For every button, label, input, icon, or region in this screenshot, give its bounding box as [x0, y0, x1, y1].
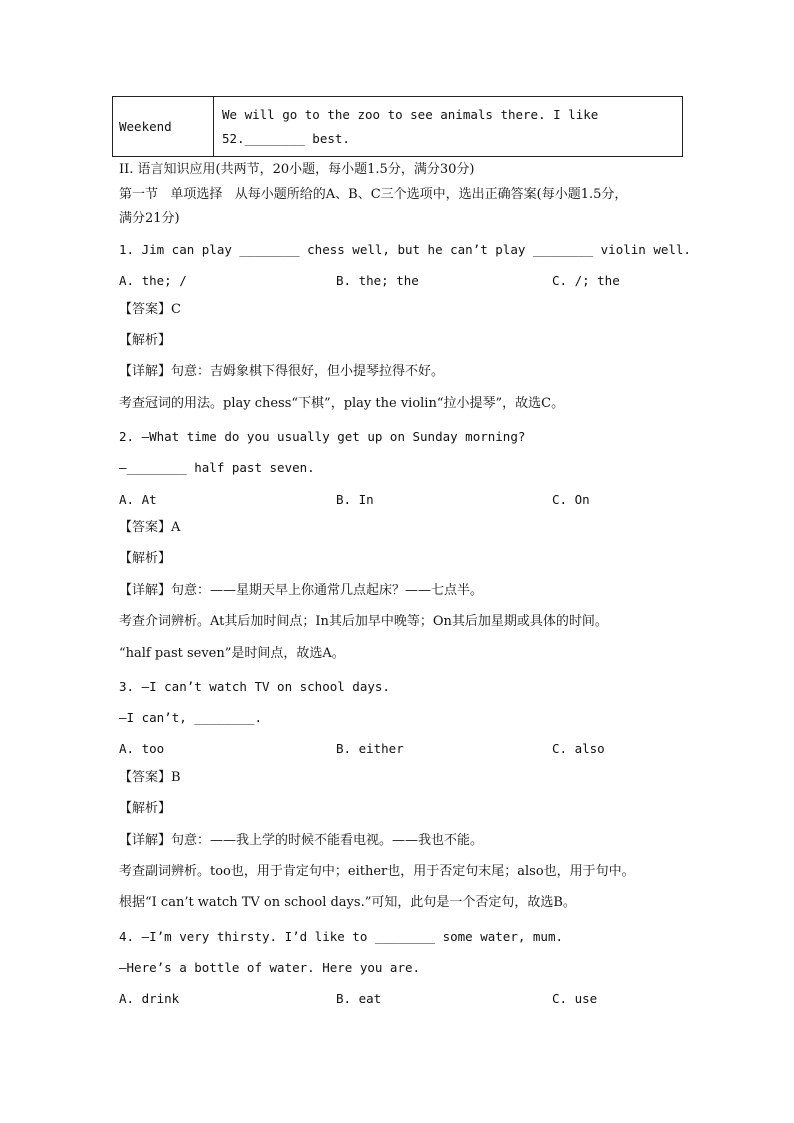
- table-row-text: We will go to the zoo to see animals there. I like 52.________ best.: [214, 97, 683, 157]
- q2-explanation: 考查介词辨析。At其后加时间点；In其后加早中晚等；On其后加星期或具体的时间。: [119, 614, 608, 629]
- weekend-table: [112, 96, 683, 157]
- q3-reply: —I can’t, ________.: [119, 710, 262, 725]
- q1-option-a: A. the; /: [119, 273, 187, 288]
- q1-answer: 【答案】C: [119, 302, 181, 317]
- q4-stem: 4. —I’m very thirsty. I’d like to ________ some water, mum.: [119, 929, 564, 944]
- q1-stem: 1. Jim can play ________ chess well, but he can’t play ________ violin well.: [119, 242, 691, 257]
- q4-option-a: A. drink: [119, 991, 180, 1006]
- section-heading: II. 语言知识应用(共两节，20小题，每小题1.5分，满分30分): [119, 162, 475, 177]
- q1-option-c: C. /; the: [552, 273, 620, 288]
- part1-instruction: 第一节 单项选择 从每小题所给的A、B、C三个选项中，选出正确答案(每小题1.5分，: [119, 187, 628, 202]
- q1-analysis-label: 【解析】: [119, 333, 172, 348]
- q2-explanation-cont: “half past seven”是时间点，故选A。: [119, 646, 345, 661]
- q3-detail: 【详解】句意：——我上学的时候不能看电视。——我也不能。: [119, 833, 484, 848]
- part1-instruction-cont: 满分21分): [119, 211, 180, 226]
- q2-option-a: A. At: [119, 492, 157, 507]
- q3-explanation: 考查副词辨析。too也，用于肯定句中；either也，用于否定句末尾；also也，用于句中。: [119, 864, 635, 879]
- q3-explanation-cont: 根据“I can’t watch TV on school days.”可知，此句是一个否定句，故选B。: [119, 895, 576, 910]
- table-row: [113, 97, 683, 157]
- q2-detail: 【详解】句意：——星期天早上你通常几点起床？——七点半。: [119, 583, 484, 598]
- table-row-label: Weekend: [113, 97, 214, 157]
- q3-stem: 3. —I can’t watch TV on school days.: [119, 679, 390, 694]
- q3-option-a: A. too: [119, 741, 165, 756]
- q3-option-c: C. also: [552, 741, 605, 756]
- q2-option-b: B. In: [336, 492, 374, 507]
- q2-analysis-label: 【解析】: [119, 551, 172, 566]
- q3-option-b: B. either: [336, 741, 404, 756]
- q1-option-b: B. the; the: [336, 273, 419, 288]
- q3-answer: 【答案】B: [119, 770, 181, 785]
- q1-detail: 【详解】句意：吉姆象棋下得很好，但小提琴拉得不好。: [119, 364, 445, 379]
- q4-option-c: C. use: [552, 991, 598, 1006]
- q2-option-c: C. On: [552, 492, 590, 507]
- q3-analysis-label: 【解析】: [119, 801, 172, 816]
- q2-stem: 2. —What time do you usually get up on Sunday morning?: [119, 429, 526, 444]
- q1-explanation: 考查冠词的用法。play chess“下棋”，play the violin“拉小提琴”，故选C。: [119, 396, 565, 411]
- q2-answer: 【答案】A: [119, 520, 181, 535]
- q2-reply: —________ half past seven.: [119, 460, 315, 475]
- q4-reply: —Here’s a bottle of water. Here you are.: [119, 960, 421, 975]
- q4-option-b: B. eat: [336, 991, 382, 1006]
